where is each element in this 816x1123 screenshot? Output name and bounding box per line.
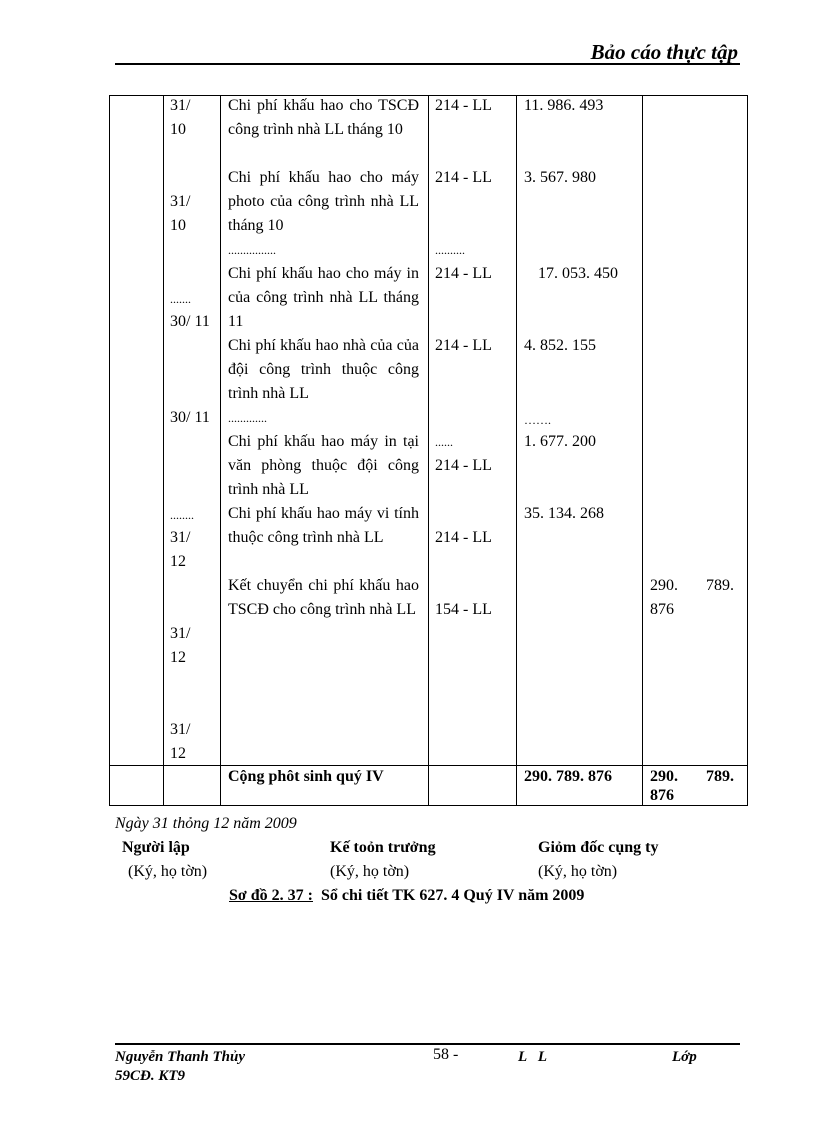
row-credit-part: 876 [650, 601, 674, 618]
row-debit: 35. 134. 268 [524, 505, 604, 522]
row-account: 214 - LL [435, 97, 492, 114]
col-divider-3 [428, 95, 429, 806]
row-credit-part: 290. [650, 577, 678, 594]
row-date: 31/ 10 [170, 97, 191, 138]
row-debit: 11. 986. 493 [524, 97, 604, 114]
total-debit: 290. 789. 876 [524, 768, 612, 785]
footer-author: Nguyễn Thanh Thủy [115, 1049, 246, 1065]
row-account: 214 - LL [435, 529, 492, 546]
row-account: 214 - LL [435, 169, 492, 186]
row-debit: 17. 053. 450 [538, 265, 618, 282]
row-description: Chi phí khấu hao nhà của của đội công trình thuộc công trình nhà LL [228, 337, 419, 402]
row-description: Chi phí khấu hao máy vi tính thuộc công trình nhà LL [228, 505, 419, 546]
row-description: Chi phí khấu hao máy in tại văn phòng thuộc đội công trình nhà LL [228, 433, 419, 498]
col-divider-4 [516, 95, 517, 806]
row-date: 31/ 10 [170, 193, 191, 234]
signer-title: Giỏm đốc cụng ty [538, 839, 659, 856]
signer-title: Kế toỏn trưởng [330, 839, 436, 856]
row-debit-dots: ……. [524, 413, 551, 427]
document-date: Ngày 31 thỏng 12 năm 2009 [115, 815, 297, 832]
total-credit-part: 290. [650, 768, 678, 785]
col-divider-5 [642, 95, 643, 806]
caption-text: Sổ chi tiết TK 627. 4 Quý IV năm 2009 [320, 887, 585, 904]
total-credit-part: 789. [706, 768, 734, 785]
signer-title: Người lập [122, 839, 190, 856]
row-description: Chi phí khấu hao cho máy in của công trình nhà LL tháng 11 [228, 265, 419, 330]
page-number: 58 - [433, 1046, 459, 1063]
footer-class-label: Lớp [672, 1049, 697, 1065]
row-description-dots: ................ [228, 243, 276, 257]
report-title: Bảo cáo thực tập [590, 40, 738, 64]
row-date: 31/ 12 [170, 529, 191, 570]
caption-reference: Sơ đồ 2. 37 : [229, 887, 313, 904]
footer-class-code: 59CĐ. KT9 [115, 1068, 186, 1084]
col-divider-1 [163, 95, 164, 806]
row-date: 31/ 12 [170, 625, 191, 666]
row-description: Chi phí khấu hao cho TSCĐ công trình nhà LL tháng 10 [228, 97, 419, 138]
row-date: 30/ 11 [170, 409, 210, 426]
row-date: 30/ 11 [170, 313, 210, 330]
row-account: 154 - LL [435, 601, 492, 618]
footer-rule [115, 1043, 740, 1045]
row-date-dots: ........ [170, 508, 194, 522]
row-account-dots: ...... [435, 435, 453, 449]
row-description-dots: ............. [228, 411, 267, 425]
row-account: 214 - LL [435, 337, 492, 354]
figure-caption [229, 887, 584, 905]
row-debit: 1. 677. 200 [524, 433, 596, 450]
row-account-dots: .......... [435, 243, 465, 257]
header-rule [115, 63, 740, 65]
row-description: Chi phí khấu hao cho máy photo của công trình nhà LL tháng 10 [228, 169, 419, 234]
signer-note: (Ký, họ tờn) [330, 863, 410, 880]
row-account: 214 - LL [435, 457, 492, 474]
row-credit-part: 789. [706, 577, 734, 594]
signer-note: (Ký, họ tờn) [128, 863, 208, 880]
row-account: 214 - LL [435, 265, 492, 282]
footer-middle-text: L L [518, 1049, 548, 1065]
col-divider-2 [220, 95, 221, 806]
row-description: Kết chuyển chi phí khấu hao TSCĐ cho công trình nhà LL [228, 577, 419, 618]
signer-note: (Ký, họ tờn) [538, 863, 618, 880]
row-debit: 3. 567. 980 [524, 169, 596, 186]
total-credit-part: 876 [650, 787, 674, 804]
row-debit: 4. 852. 155 [524, 337, 596, 354]
row-date: 31/ 12 [170, 721, 191, 762]
row-date-dots: ....... [170, 292, 191, 306]
total-label: Cộng phôt sinh quý IV [228, 768, 384, 785]
